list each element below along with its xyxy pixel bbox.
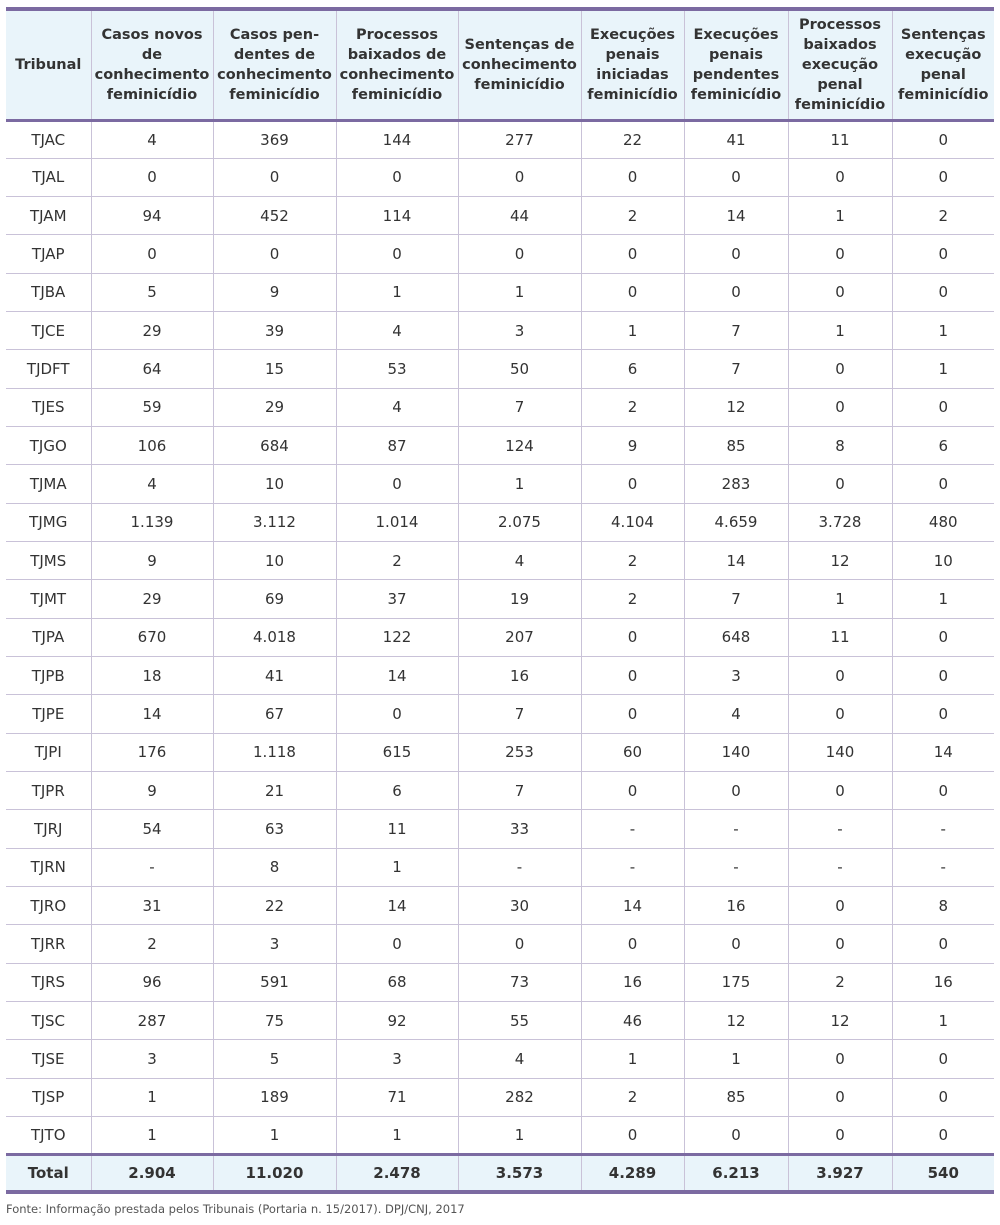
value-cell: 1 [458, 273, 581, 311]
value-cell: 140 [684, 733, 788, 771]
value-cell: 18 [91, 657, 213, 695]
value-cell: 0 [892, 618, 994, 656]
tribunal-cell: TJPR [6, 772, 91, 810]
value-cell: 1.014 [336, 503, 458, 541]
value-cell: 3 [684, 657, 788, 695]
value-cell: 22 [581, 120, 684, 158]
value-cell: 0 [581, 618, 684, 656]
value-cell: 8 [892, 887, 994, 925]
column-header: Casos pen-dentes de conhecimento feminicídio [213, 9, 336, 120]
value-cell: 4 [336, 388, 458, 426]
value-cell: 4 [684, 695, 788, 733]
value-cell: 144 [336, 120, 458, 158]
value-cell: 1 [458, 465, 581, 503]
value-cell: 0 [684, 158, 788, 196]
value-cell: 207 [458, 618, 581, 656]
value-cell: 4 [336, 312, 458, 350]
value-cell: 15 [213, 350, 336, 388]
value-cell: 7 [458, 388, 581, 426]
table-row [6, 1117, 994, 1155]
value-cell: 2 [581, 542, 684, 580]
value-cell: 106 [91, 427, 213, 465]
value-cell: 0 [336, 695, 458, 733]
table-row [6, 1078, 994, 1116]
value-cell: 0 [581, 158, 684, 196]
tribunal-cell: TJAL [6, 158, 91, 196]
value-cell: 6 [336, 772, 458, 810]
value-cell: 0 [581, 235, 684, 273]
value-cell: 16 [684, 887, 788, 925]
value-cell: - [581, 810, 684, 848]
value-cell: 10 [892, 542, 994, 580]
value-cell: 3 [336, 1040, 458, 1078]
value-cell: 11 [788, 120, 892, 158]
total-value-cell: 2.904 [91, 1155, 213, 1192]
value-cell: 0 [788, 1078, 892, 1116]
value-cell: 64 [91, 350, 213, 388]
total-value-cell: 2.478 [336, 1155, 458, 1192]
table-row [6, 465, 994, 503]
column-header-tribunal: Tribunal [6, 9, 91, 120]
value-cell: 4.018 [213, 618, 336, 656]
value-cell: 4 [91, 465, 213, 503]
value-cell: 6 [892, 427, 994, 465]
value-cell: 8 [788, 427, 892, 465]
value-cell: 7 [684, 312, 788, 350]
value-cell: 55 [458, 1002, 581, 1040]
value-cell: 59 [91, 388, 213, 426]
table-row [6, 618, 994, 656]
tribunal-cell: TJSE [6, 1040, 91, 1078]
value-cell: 670 [91, 618, 213, 656]
value-cell: 615 [336, 733, 458, 771]
value-cell: 0 [684, 772, 788, 810]
value-cell: 1.139 [91, 503, 213, 541]
value-cell: 14 [91, 695, 213, 733]
tribunal-cell: TJGO [6, 427, 91, 465]
total-value-cell: 540 [892, 1155, 994, 1192]
total-label-cell: Total [6, 1155, 91, 1192]
value-cell: 0 [938, 1126, 949, 1145]
column-header: Execuções penais iniciadas feminicídio [581, 9, 684, 120]
table-row [6, 120, 994, 158]
value-cell: 6 [581, 350, 684, 388]
table-row [6, 733, 994, 771]
value-cell: 9 [91, 542, 213, 580]
value-cell: 0 [892, 1040, 994, 1078]
value-cell: 3 [458, 312, 581, 350]
table-row [6, 235, 994, 273]
table-footer [6, 1155, 994, 1192]
tribunal-cell: TJES [6, 388, 91, 426]
value-cell: - [581, 848, 684, 886]
tribunal-cell: TJMG [6, 503, 91, 541]
feminicide-cases-table [6, 7, 994, 1194]
tribunal-cell: TJMA [6, 465, 91, 503]
value-cell: 14 [892, 733, 994, 771]
value-cell: 0 [892, 388, 994, 426]
value-cell: 29 [213, 388, 336, 426]
tribunal-cell: TJSC [6, 1002, 91, 1040]
value-cell: 16 [458, 657, 581, 695]
value-cell: 1.118 [213, 733, 336, 771]
value-cell: 2 [581, 580, 684, 618]
value-cell: 0 [788, 925, 892, 963]
value-cell: 14 [684, 197, 788, 235]
total-value-cell: 6.213 [684, 1155, 788, 1192]
table-row [6, 1040, 994, 1078]
value-cell: 684 [213, 427, 336, 465]
value-cell: 0 [788, 657, 892, 695]
tribunal-cell: TJPE [6, 695, 91, 733]
value-cell: 69 [213, 580, 336, 618]
value-cell: 0 [213, 235, 336, 273]
value-cell: 41 [684, 120, 788, 158]
total-value-cell: 11.020 [213, 1155, 336, 1192]
tribunal-cell: TJDFT [6, 350, 91, 388]
value-cell: 44 [458, 197, 581, 235]
value-cell: 0 [336, 925, 458, 963]
value-cell: 114 [336, 197, 458, 235]
value-cell: 14 [336, 657, 458, 695]
tribunal-cell: TJAP [6, 235, 91, 273]
tribunal-cell: TJSP [6, 1078, 91, 1116]
value-cell: 14 [684, 542, 788, 580]
value-cell: 9 [91, 772, 213, 810]
value-cell: 0 [788, 695, 892, 733]
value-cell: 3.112 [213, 503, 336, 541]
value-cell: 0 [581, 657, 684, 695]
value-cell: 10 [213, 465, 336, 503]
value-cell: 648 [684, 618, 788, 656]
value-cell: 0 [788, 465, 892, 503]
value-cell: 68 [336, 963, 458, 1001]
value-cell: 283 [684, 465, 788, 503]
value-cell: 0 [91, 235, 213, 273]
column-header: Processos baixados execução penal feminicídio [788, 9, 892, 120]
value-cell: 1 [213, 1117, 336, 1155]
value-cell: 16 [581, 963, 684, 1001]
tribunal-cell: TJPB [6, 657, 91, 695]
value-cell: 0 [684, 235, 788, 273]
value-cell: 2 [581, 1078, 684, 1116]
value-cell: 1 [336, 1117, 458, 1155]
value-cell: 4 [458, 542, 581, 580]
value-cell: 0 [892, 120, 994, 158]
table-row [6, 657, 994, 695]
value-cell: 1 [91, 1117, 213, 1155]
table-body [6, 120, 994, 1155]
value-cell: 0 [788, 235, 892, 273]
value-cell: 1 [892, 350, 994, 388]
table-row [6, 1002, 994, 1040]
tribunal-cell: TJAC [6, 120, 91, 158]
value-cell: 73 [458, 963, 581, 1001]
value-cell: 0 [581, 695, 684, 733]
value-cell: 87 [336, 427, 458, 465]
value-cell: 33 [458, 810, 581, 848]
value-cell: 12 [788, 542, 892, 580]
value-cell: 85 [684, 1078, 788, 1116]
value-cell: 85 [684, 427, 788, 465]
value-cell: 41 [213, 657, 336, 695]
value-cell: 480 [892, 503, 994, 541]
value-cell: 4 [91, 120, 213, 158]
value-cell: 29 [91, 580, 213, 618]
table-row [6, 273, 994, 311]
value-cell: 0 [788, 273, 892, 311]
value-cell: 0 [788, 887, 892, 925]
value-cell: 0 [684, 273, 788, 311]
value-cell: - [892, 848, 994, 886]
tribunal-cell: TJRO [6, 887, 91, 925]
table-row [6, 427, 994, 465]
value-cell: 0 [336, 465, 458, 503]
source-note: Fonte: Informação prestada pelos Tribunais (Portaria n. 15/2017). DPJ/CNJ, 2017 [6, 1202, 465, 1216]
value-cell: 2 [581, 388, 684, 426]
value-cell: 3.728 [788, 503, 892, 541]
value-cell: 14 [336, 887, 458, 925]
value-cell: 4.659 [684, 503, 788, 541]
value-cell: 7 [684, 350, 788, 388]
value-cell: 0 [684, 925, 788, 963]
table-row [6, 963, 994, 1001]
table-row [6, 580, 994, 618]
value-cell: 0 [788, 1040, 892, 1078]
value-cell: 37 [336, 580, 458, 618]
table-row [6, 350, 994, 388]
value-cell: 67 [213, 695, 336, 733]
value-cell: 92 [336, 1002, 458, 1040]
value-cell: 12 [684, 1002, 788, 1040]
value-cell: 3 [213, 925, 336, 963]
table-row [6, 695, 994, 733]
value-cell: - [892, 810, 994, 848]
tribunal-cell: TJRJ [6, 810, 91, 848]
value-cell: 0 [336, 158, 458, 196]
value-cell: 22 [213, 887, 336, 925]
value-cell: 1 [892, 312, 994, 350]
value-cell: 3 [91, 1040, 213, 1078]
value-cell: 175 [684, 963, 788, 1001]
value-cell: 287 [91, 1002, 213, 1040]
column-header: Execuções penais pendentes feminicídio [684, 9, 788, 120]
value-cell: 1 [892, 1002, 994, 1040]
value-cell: 0 [892, 235, 994, 273]
value-cell: 21 [213, 772, 336, 810]
value-cell: 1 [788, 580, 892, 618]
value-cell: 7 [458, 772, 581, 810]
tribunal-cell: TJMS [6, 542, 91, 580]
value-cell: 0 [458, 158, 581, 196]
value-cell: - [91, 848, 213, 886]
value-cell: 31 [91, 887, 213, 925]
value-cell: 94 [91, 197, 213, 235]
value-cell: 1 [581, 312, 684, 350]
value-cell: 277 [458, 120, 581, 158]
value-cell: 5 [213, 1040, 336, 1078]
value-cell: 8 [213, 848, 336, 886]
value-cell: 12 [788, 1002, 892, 1040]
value-cell: 189 [213, 1078, 336, 1116]
table-row [6, 925, 994, 963]
value-cell: 9 [581, 427, 684, 465]
value-cell: 140 [788, 733, 892, 771]
value-cell: 0 [892, 465, 994, 503]
value-cell: 12 [684, 388, 788, 426]
value-cell: 96 [91, 963, 213, 1001]
value-cell: 60 [581, 733, 684, 771]
value-cell: 0 [788, 350, 892, 388]
value-cell: 0 [788, 388, 892, 426]
tribunal-cell: TJPI [6, 733, 91, 771]
table-row [6, 503, 994, 541]
value-cell: 253 [458, 733, 581, 771]
value-cell: 1 [458, 1117, 581, 1155]
value-cell: 0 [892, 273, 994, 311]
value-cell: 2.075 [458, 503, 581, 541]
value-cell: 2 [91, 925, 213, 963]
value-cell: 29 [91, 312, 213, 350]
value-cell: 54 [91, 810, 213, 848]
tribunal-cell: TJAM [6, 197, 91, 235]
value-cell: 14 [581, 887, 684, 925]
value-cell: 5 [91, 273, 213, 311]
value-cell: 75 [213, 1002, 336, 1040]
total-row [6, 1155, 994, 1192]
value-cell: 0 [581, 925, 684, 963]
value-cell: 0 [581, 772, 684, 810]
table-row [6, 312, 994, 350]
tribunal-cell: TJRR [6, 925, 91, 963]
value-cell: 2 [788, 963, 892, 1001]
feminicide-table-container [6, 7, 994, 1194]
tribunal-cell: TJBA [6, 273, 91, 311]
total-value-cell: 4.289 [581, 1155, 684, 1192]
value-cell: 122 [336, 618, 458, 656]
value-cell: 0 [336, 235, 458, 273]
value-cell: 0 [892, 695, 994, 733]
value-cell: 11 [788, 618, 892, 656]
value-cell: 1 [336, 273, 458, 311]
value-cell: 1 [788, 312, 892, 350]
value-cell: 0 [892, 772, 994, 810]
value-cell: 2 [336, 542, 458, 580]
value-cell: 63 [213, 810, 336, 848]
value-cell: 0 [892, 158, 994, 196]
value-cell: 30 [458, 887, 581, 925]
value-cell: 7 [684, 580, 788, 618]
table-row [6, 158, 994, 196]
value-cell: 0 [91, 158, 213, 196]
value-cell: 0 [684, 1117, 788, 1155]
value-cell: 46 [581, 1002, 684, 1040]
table-row [6, 772, 994, 810]
value-cell: 0 [458, 925, 581, 963]
table-row [6, 848, 994, 886]
value-cell: - [684, 810, 788, 848]
value-cell: - [684, 848, 788, 886]
tribunal-cell: TJCE [6, 312, 91, 350]
value-cell: 39 [213, 312, 336, 350]
value-cell: 1 [336, 848, 458, 886]
value-cell: 9 [213, 273, 336, 311]
value-cell: 0 [892, 1078, 994, 1116]
value-cell: 0 [581, 1117, 684, 1155]
value-cell: 176 [91, 733, 213, 771]
value-cell: 0 [581, 273, 684, 311]
tribunal-cell: TJRN [6, 848, 91, 886]
value-cell: 2 [892, 197, 994, 235]
value-cell: 0 [458, 235, 581, 273]
tribunal-cell: TJTO [6, 1117, 91, 1155]
table-row [6, 810, 994, 848]
table-header [6, 9, 994, 120]
tribunal-cell: TJRS [6, 963, 91, 1001]
value-cell: 0 [892, 925, 994, 963]
value-cell: 11 [336, 810, 458, 848]
table-row [6, 197, 994, 235]
value-cell: 50 [458, 350, 581, 388]
column-header: Sentenças execução penal feminicídio [892, 9, 994, 120]
value-cell: - [788, 810, 892, 848]
value-cell: 0 [213, 158, 336, 196]
value-cell: 1 [684, 1040, 788, 1078]
value-cell: 452 [213, 197, 336, 235]
value-cell: 0 [892, 657, 994, 695]
value-cell: 4.104 [581, 503, 684, 541]
value-cell: 0 [788, 772, 892, 810]
column-header: Processos baixados de conhecimento feminicídio [336, 9, 458, 120]
value-cell: 53 [336, 350, 458, 388]
table-row [6, 388, 994, 426]
value-cell: 1 [581, 1040, 684, 1078]
tribunal-cell: TJPA [6, 618, 91, 656]
value-cell: 4 [458, 1040, 581, 1078]
value-cell: 591 [213, 963, 336, 1001]
value-cell: 16 [892, 963, 994, 1001]
value-cell: 0 [788, 158, 892, 196]
total-value-cell: 3.573 [458, 1155, 581, 1192]
column-header: Sentenças de conhecimento feminicídio [458, 9, 581, 120]
value-cell: 1 [788, 197, 892, 235]
value-cell: 282 [458, 1078, 581, 1116]
total-value-cell: 3.927 [788, 1155, 892, 1192]
value-cell: 71 [336, 1078, 458, 1116]
value-cell: 7 [458, 695, 581, 733]
column-header: Casos novos de conhecimento feminicídio [91, 9, 213, 120]
header-row [6, 9, 994, 120]
value-cell: 369 [213, 120, 336, 158]
value-cell: 124 [458, 427, 581, 465]
value-cell: 10 [213, 542, 336, 580]
value-cell: 0 [581, 465, 684, 503]
value-cell: 1 [892, 580, 994, 618]
value-cell: 19 [458, 580, 581, 618]
value-cell: 1 [91, 1078, 213, 1116]
value-cell: - [458, 848, 581, 886]
table-row [6, 542, 994, 580]
value-cell: 0 [788, 1117, 892, 1155]
tribunal-cell: TJMT [6, 580, 91, 618]
value-cell: - [788, 848, 892, 886]
value-cell: 2 [581, 197, 684, 235]
table-row [6, 887, 994, 925]
